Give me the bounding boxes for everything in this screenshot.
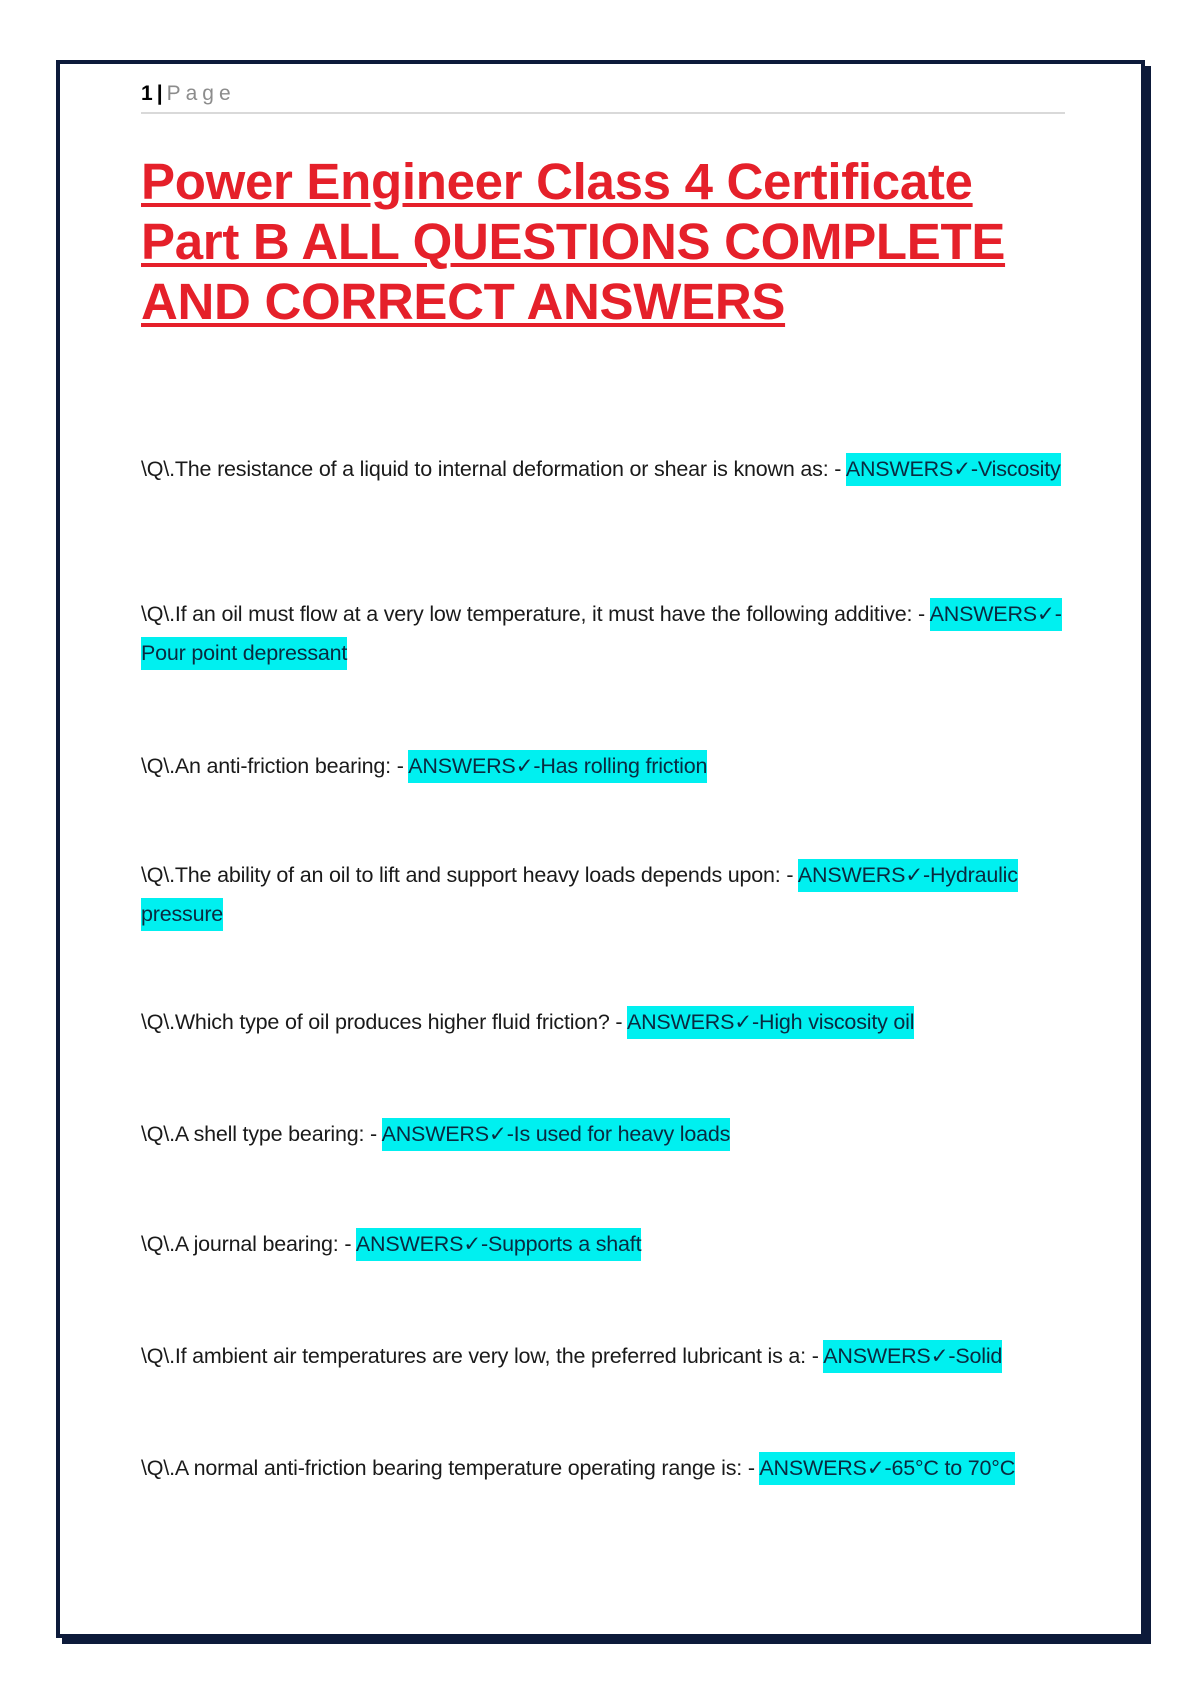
page-number: 1 bbox=[141, 82, 153, 105]
document-title: Power Engineer Class 4 Certificate Part B ALL QUESTIONS COMPLETE AND CORRECT ANSWERS bbox=[141, 153, 1006, 330]
answer-highlight: ANSWERS✓-Hydraulic pressure bbox=[141, 859, 1018, 931]
qa-item-7 bbox=[141, 1225, 1071, 1264]
page-label: Page bbox=[166, 82, 236, 105]
question-text: \Q\.An anti-friction bearing: - bbox=[141, 754, 409, 778]
answer-highlight: ANSWERS✓-Pour point depressant bbox=[141, 598, 1062, 670]
qa-item-8 bbox=[141, 1337, 1071, 1376]
question-text: \Q\.A journal bearing: - bbox=[141, 1232, 356, 1256]
answer-highlight: ANSWERS✓-High viscosity oil bbox=[627, 1006, 914, 1039]
question-text: \Q\.If ambient air temperatures are very low, the preferred lubricant is a: - bbox=[141, 1344, 824, 1368]
answer-highlight: ANSWERS✓-Viscosity bbox=[846, 453, 1061, 486]
qa-item-3 bbox=[141, 747, 1071, 786]
qa-item-2 bbox=[141, 595, 1071, 673]
page-separator: | bbox=[156, 82, 163, 105]
question-text: \Q\.If an oil must flow at a very low temperature, it must have the following additive: - bbox=[141, 602, 930, 626]
qa-item-5 bbox=[141, 1003, 1071, 1042]
answer-highlight: ANSWERS✓-Solid bbox=[823, 1340, 1002, 1373]
qa-item-4 bbox=[141, 856, 1071, 934]
question-text: \Q\.A shell type bearing: - bbox=[141, 1122, 382, 1146]
question-text: \Q\.A normal anti-friction bearing temperature operating range is: - bbox=[141, 1456, 760, 1480]
qa-item-1 bbox=[141, 450, 1071, 489]
answer-highlight: ANSWERS✓-Is used for heavy loads bbox=[382, 1118, 731, 1151]
answer-highlight: ANSWERS✓-Supports a shaft bbox=[356, 1228, 641, 1261]
answer-highlight: ANSWERS✓-65°C to 70°C bbox=[759, 1452, 1015, 1485]
page-header bbox=[141, 80, 1065, 114]
qa-item-9 bbox=[141, 1449, 1071, 1488]
question-text: \Q\.The ability of an oil to lift and support heavy loads depends upon: - bbox=[141, 863, 798, 887]
question-text: \Q\.Which type of oil produces higher fluid friction? - bbox=[141, 1010, 627, 1034]
question-text: \Q\.The resistance of a liquid to internal deformation or shear is known as: - bbox=[141, 457, 846, 481]
answer-highlight: ANSWERS✓-Has rolling friction bbox=[408, 750, 707, 783]
qa-item-6 bbox=[141, 1115, 1071, 1154]
